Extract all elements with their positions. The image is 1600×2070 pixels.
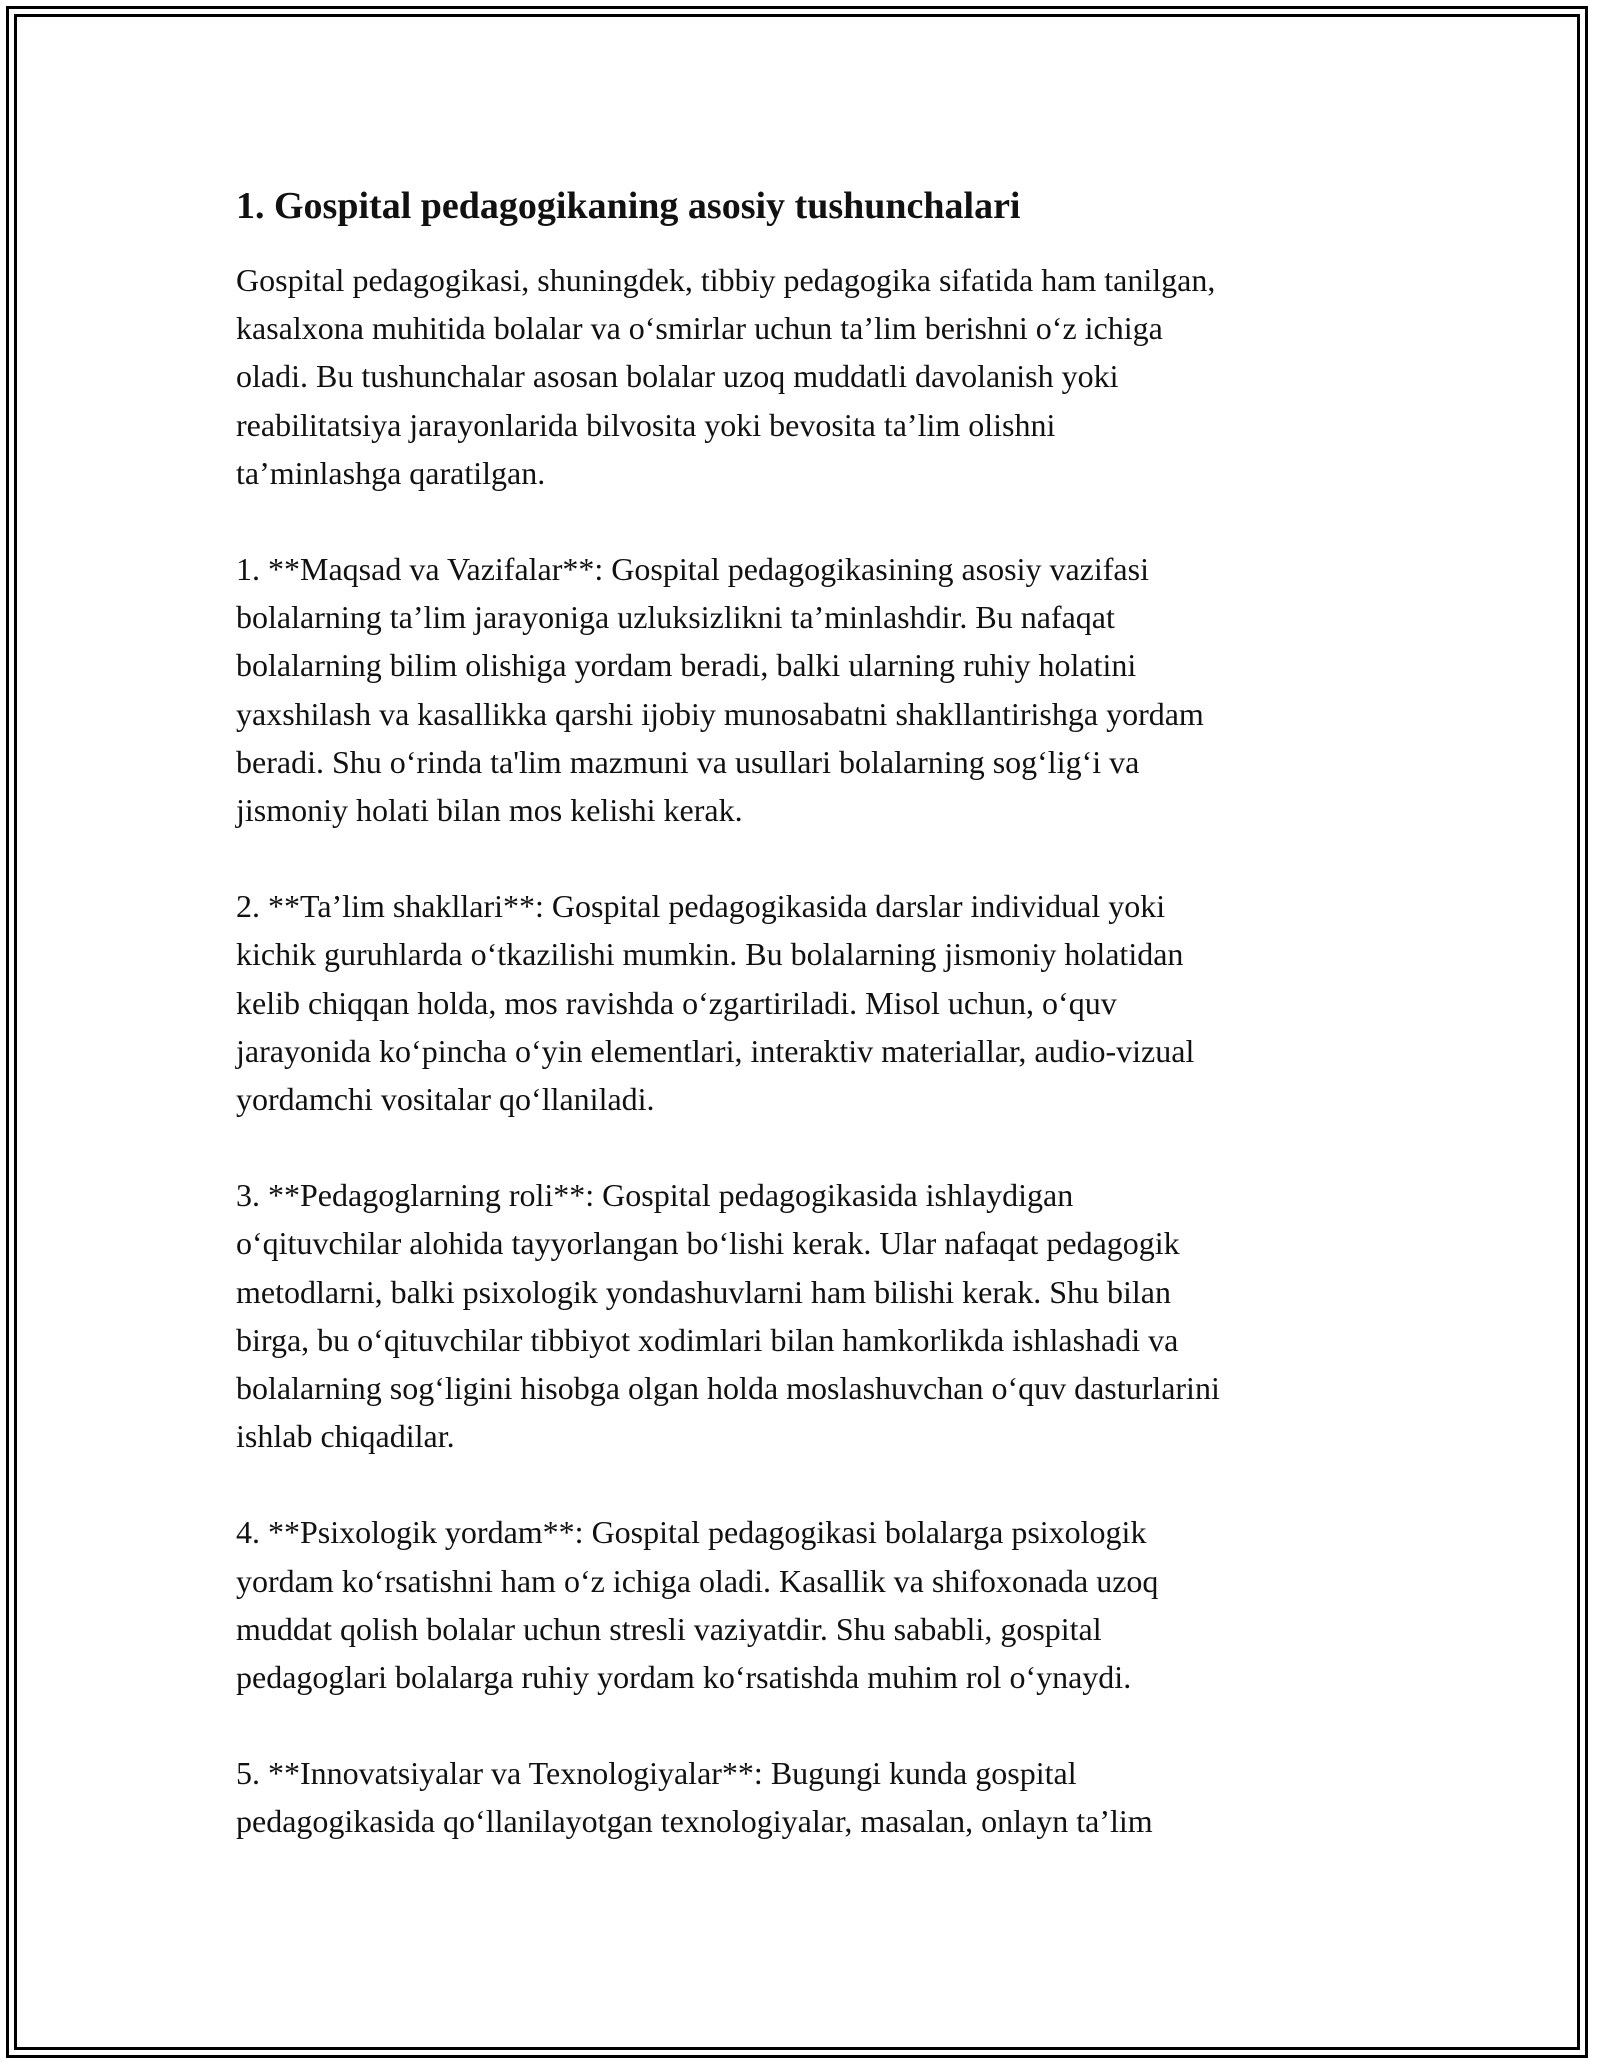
section-heading: 1. Gospital pedagogikaning asosiy tushunchalari — [236, 185, 1021, 227]
paragraph-goals-tasks: 1. **Maqsad va Vazifalar**: Gospital pedagogikasining asosiy vazifasi bolalarning ta’lim jarayoniga uzluksizlikni ta’minlashdir. Bu nafaqat bolalarning bilim olishiga yordam beradi, balki ularning ruhiy holatini yaxshilash va kasallikka qarshi ijobiy munosabatni shakllantirishga yordam beradi. Shu o‘rinda ta'lim mazmuni va usullari bolalarning sog‘lig‘i va jismoniy holati bilan mos kelishi kerak. — [236, 551, 1204, 829]
document-body — [236, 182, 1386, 1846]
paragraph-innovations: 5. **Innovatsiyalar va Texnologiyalar**: Bugungi kunda gospital pedagogikasida qo‘llanilayotgan texnologiyalar, masalan, onlayn ta’lim — [236, 1755, 1153, 1840]
paragraph-psychological-support: 4. **Psixologik yordam**: Gospital pedagogikasi bolalarga psixologik yordam ko‘rsatishni ham o‘z ichiga oladi. Kasallik va shifoxonada uzoq muddat qolish bolalar uchun stresli vaziyatdir. Shu sababli, gospital pedagoglari bolalarga ruhiy yordam ko‘rsatishda muhim rol o‘ynaydi. — [236, 1514, 1159, 1696]
paragraph-teacher-role: 3. **Pedagoglarning roli**: Gospital pedagogikasida ishlaydigan o‘qituvchilar alohida tayyorlangan bo‘lishi kerak. Ular nafaqat pedagogik metodlarni, balki psixologik yondashuvlarni ham bilishi kerak. Shu bilan birga, bu o‘qituvchilar tibbiyot xodimlari bilan hamkorlikda ishlashadi va bolalarning sog‘ligini hisobga olgan holda moslashuvchan o‘quv dasturlarini ishlab chiqadilar. — [236, 1177, 1220, 1455]
paragraph-education-forms: 2. **Ta’lim shakllari**: Gospital pedagogikasida darslar individual yoki kichik guruhlarda o‘tkazilishi mumkin. Bu bolalarning jismoniy holatidan kelib chiqqan holda, mos ravishda o‘zgartiriladi. Misol uchun, o‘quv jarayonida ko‘pincha o‘yin elementlari, interaktiv materiallar, audio-vizual yordamchi vositalar qo‘llaniladi. — [236, 888, 1195, 1118]
intro-paragraph: Gospital pedagogikasi, shuningdek, tibbiy pedagogika sifatida ham tanilgan, kasalxona muhitida bolalar va o‘smirlar uchun ta’lim berishni o‘z ichiga oladi. Bu tushunchalar asosan bolalar uzoq muddatli davolanish yoki reabilitatsiya jarayonlarida bilvosita yoki bevosita ta’lim olishni ta’minlashga qaratilgan. — [236, 262, 1216, 491]
